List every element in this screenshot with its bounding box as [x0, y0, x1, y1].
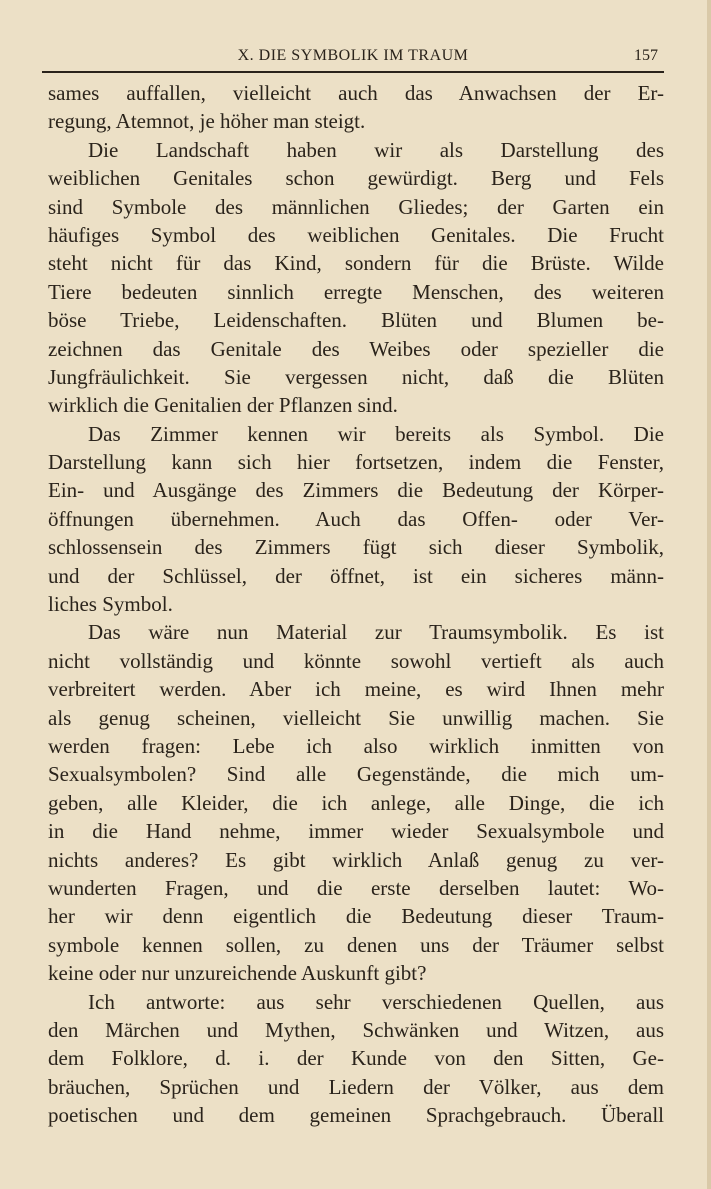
text-line: als genug scheinen, vielleicht Sie unwillig machen. Sie [48, 705, 664, 730]
text-line: den Märchen und Mythen, Schwänken und Witzen, aus [48, 1017, 664, 1042]
text-line: her wir denn eigentlich die Bedeutung dieser Traum- [48, 904, 664, 929]
text-line: Das wäre nun Material zur Traumsymbolik. Es ist [88, 620, 664, 645]
text-line: keine oder nur unzureichende Auskunft gibt? [48, 961, 427, 986]
text-line: Jungfräulichkeit. Sie vergessen nicht, daß die Blüten [48, 364, 664, 389]
header-rule [42, 71, 664, 73]
text-line: weiblichen Genitales schon gewürdigt. Berg und Fels [48, 166, 664, 191]
text-line: verbreitert werden. Aber ich meine, es wird Ihnen mehr [48, 677, 664, 702]
running-title: X. DIE SYMBOLIK IM TRAUM [237, 47, 469, 64]
text-line: wunderten Fragen, und die erste derselben lautet: Wo- [48, 875, 664, 900]
text-line: regung, Atemnot, je höher man steigt. [48, 109, 366, 134]
text-line: bräuchen, Sprüchen und Liedern der Völker, aus dem [48, 1074, 664, 1099]
text-line: liches Symbol. [48, 592, 173, 617]
text-line: Das Zimmer kennen wir bereits als Symbol. Die [88, 421, 664, 446]
text-line: böse Triebe, Leidenschaften. Blüten und Blumen be- [48, 308, 664, 333]
text-line: sames auffallen, vielleicht auch das Anwachsen der Er- [48, 81, 664, 105]
text-line: häufiges Symbol des weiblichen Genitales. Die Frucht [48, 222, 664, 247]
text-line: Ich antworte: aus sehr verschiedenen Quellen, aus [88, 989, 664, 1014]
text-line: schlossensein des Zimmers fügt sich dieser Symbolik, [48, 535, 664, 560]
text-line: sind Symbole des männlichen Gliedes; der Garten ein [48, 194, 664, 219]
text-line: nicht vollständig und könnte sowohl vertieft als auch [48, 648, 664, 673]
paragraph [48, 988, 664, 1130]
text-line: dem Folklore, d. i. der Kunde von den Sitten, Ge- [48, 1046, 664, 1071]
body-text [48, 79, 664, 1129]
paragraph [48, 79, 664, 136]
text-line: Darstellung kann sich hier fortsetzen, indem die Fenster, [48, 450, 664, 475]
paragraph [48, 618, 664, 987]
paragraph [48, 420, 664, 619]
text-line: öffnungen übernehmen. Auch das Offen- oder Ver- [48, 506, 664, 531]
text-line: zeichnen das Genitale des Weibes oder spezieller die [48, 336, 664, 361]
text-line: in die Hand nehme, immer wieder Sexualsymbole und [48, 819, 664, 844]
text-line: nichts anderes? Es gibt wirklich Anlaß genug zu ver- [48, 847, 664, 872]
text-line: geben, alle Kleider, die ich anlege, alle Dinge, die ich [48, 790, 664, 815]
text-line: steht nicht für das Kind, sondern für die Brüste. Wilde [48, 251, 664, 276]
text-line: symbole kennen sollen, zu denen uns der Träumer selbst [48, 932, 664, 957]
text-line: werden fragen: Lebe ich also wirklich inmitten von [48, 733, 664, 758]
text-line: poetischen und dem gemeinen Sprachgebrauch. Überall [48, 1103, 664, 1128]
page-edge [707, 0, 711, 1189]
text-line: Ein- und Ausgänge des Zimmers die Bedeutung der Körper- [48, 478, 664, 503]
text-line: Sexualsymbolen? Sind alle Gegenstände, die mich um- [48, 762, 664, 787]
paragraph [48, 136, 664, 420]
text-line: Tiere bedeuten sinnlich erregte Menschen, des weiteren [48, 279, 664, 304]
text-line: wirklich die Genitalien der Pflanzen sind. [48, 393, 398, 418]
text-line: Die Landschaft haben wir als Darstellung des [88, 137, 664, 162]
running-header [42, 44, 664, 72]
text-line: und der Schlüssel, der öffnet, ist ein sicheres männ- [48, 563, 664, 588]
page-number: 157 [634, 47, 658, 64]
